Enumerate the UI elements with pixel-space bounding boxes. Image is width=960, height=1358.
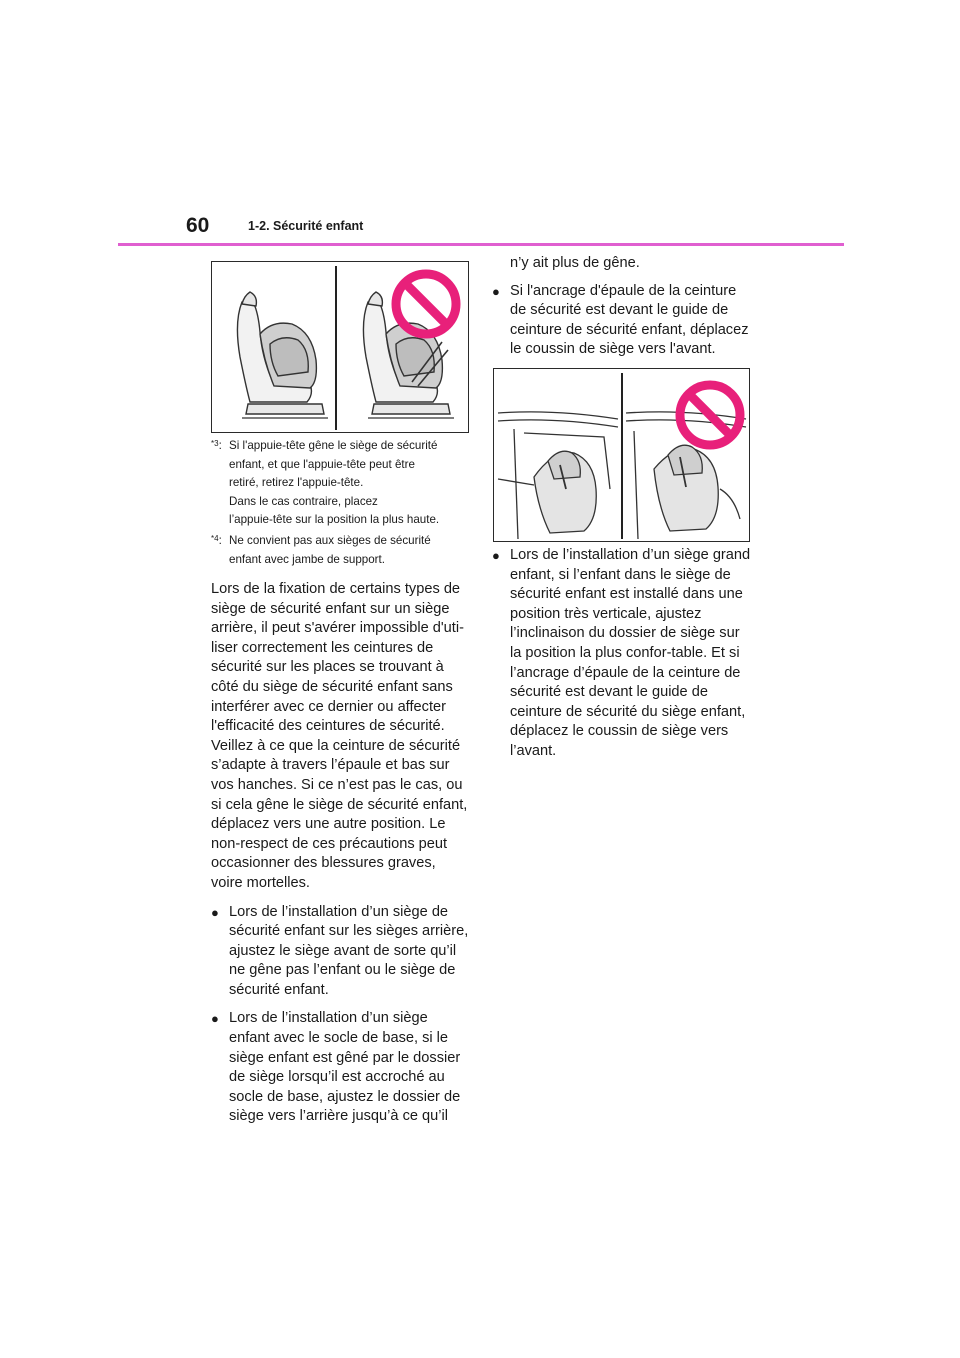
seat-left — [237, 292, 328, 418]
bullet-text: Si l'ancrage d'épaule de la ceinture de sécurité est devant le guide de ceinture de sécurité enfant, déplacez le coussin de siège vers l'avant. — [510, 282, 749, 358]
list-item — [211, 1009, 469, 1127]
seat-right — [363, 292, 454, 418]
list-item — [211, 903, 469, 1001]
left-column — [211, 580, 469, 1136]
footnote-mark: $^{*4}$: — [211, 533, 222, 547]
section-title: 1-2. Sécurité enfant — [248, 219, 364, 233]
bullet-text: Lors de l’installation d’un siège enfant avec le socle de base, si le siège enfant est gêné par le dossier de siège lorsqu’il est accroché au socle de base, ajustez le dossier de siège vers l’arrière jusqu’à ce qu’il — [229, 1010, 461, 1125]
bullet-icon: ● — [211, 1011, 219, 1027]
page-number: 60 — [186, 214, 210, 237]
footnote-4 — [211, 532, 469, 569]
footnote-line: Si l'appuie-tête gêne le siège de sécurité — [229, 439, 438, 452]
footnote-line: enfant, et que l'appuie-tête peut être — [229, 457, 415, 471]
footnote-line: Dans le cas contraire, placez — [229, 494, 378, 508]
prohibition-sign — [396, 274, 456, 334]
bullet-icon: ● — [492, 548, 500, 563]
footnote-line: Ne convient pas aux sièges de sécurité — [229, 533, 431, 547]
bullet-text: Lors de l’installation d’un siège de sécurité enfant sur les sièges arrière, ajustez le siège avant de sorte qu’il ne gêne pas l’enfant ou le siège de sécurité enfant. — [229, 903, 469, 998]
footnote-3 — [211, 437, 469, 530]
footnote-line: enfant avec jambe de support. — [229, 552, 385, 566]
header-divider — [118, 243, 844, 246]
continuation-text: n’y ait plus de gêne. — [510, 255, 640, 271]
list-item — [492, 282, 752, 360]
body-paragraph: Lors de la fixation de certains types de siège de sécurité enfant sur un siège arrière, il peut s'avérer impossible d'uti-liser correctement les ceintures de sécurité sur les places se trouvant à côté du siège de sécurité enfant sans interférer avec ce dernier ou affecter l'efficacité des ceintures de sécurité. Veillez à ce que la ceinture de sécurité s’adapte à travers l’épaule et bas sur vos hanches. Si ce n’est pas le cas, ou si cela gêne le siège de sécurité enfant, déplacez vers une autre position. Le non-respect de ces précautions peut occasionner des blessures graves, voire mortelles. — [211, 581, 468, 891]
footnotes — [211, 437, 469, 571]
right-column-lower — [492, 546, 752, 771]
prohibition-sign — [680, 385, 740, 445]
child-seat-illustration — [212, 262, 468, 432]
list-item — [492, 546, 752, 762]
footnote-mark: $^{*3}$: — [211, 439, 222, 452]
bullet-icon: ● — [211, 904, 219, 920]
footnote-line: l’appuie-tête sur la position la plus haute. — [229, 513, 440, 527]
bullet-text: Lors de l’installation d’un siège grand enfant, si l’enfant dans le siège de sécurité enfant est installé dans une position très verticale, ajustez l’inclinaison du dossier de siège sur la position la plus confor-table. Et si l’ancrage d’épaule de la ceinture de sécurité est devant le guide de ceinture de sécurité du siège enfant, déplacez le coussin de siège vers l’avant. — [510, 547, 751, 759]
bullet-icon: ● — [492, 283, 500, 299]
car-interior-illustration — [494, 369, 749, 541]
footnote-line: retiré, retirez l'appuie-tête. — [229, 476, 364, 490]
figure-headrest — [211, 261, 469, 433]
figure-belt-anchor — [493, 368, 750, 542]
right-column — [492, 254, 752, 369]
interior-left — [498, 412, 618, 539]
